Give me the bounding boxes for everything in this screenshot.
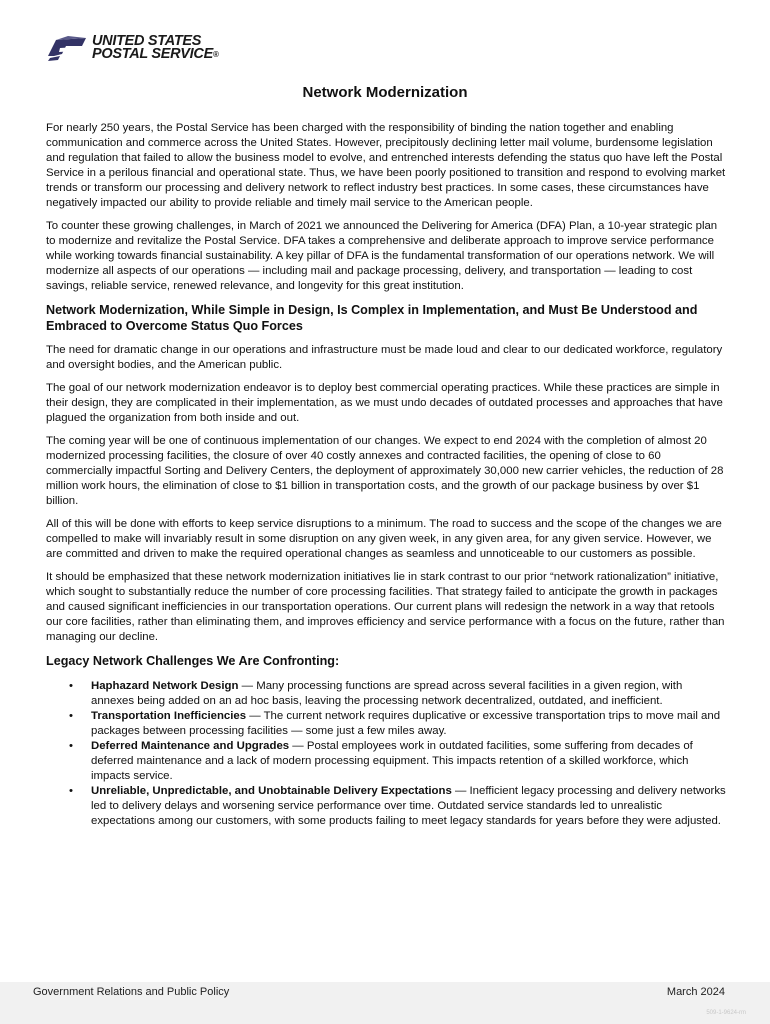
section-paragraph: The coming year will be one of continuous implementation of our changes. We expect to end 2024 with the completion of almost 20 modernized processing facilities, the closure of over 40 costly annexes and contracted facilities, the opening of close to 60 commercially impactful Sorting and Delivery Centers, the deployment of approximately 30,000 new carrier vehicles, the reduction of 28 million work hours, the elimination of close to $1 billion in transportation costs, and the growth of our package business by over $1 billion. [46, 435, 724, 507]
list-item-term: Unreliable, Unpredictable, and Unobtainable Delivery Expectations [91, 785, 452, 797]
bullet-icon: • [69, 710, 73, 722]
list-item-text: — Inefficient legacy processing and delivery networks led to delivery delays and worsening service performance over time. Outdated service standards led to unrealistic expectations among our customers, with some products failing to meet legacy standards for years before they were adjusted. [91, 785, 726, 827]
bullet-icon: • [69, 680, 73, 692]
logo-line2: POSTAL SERVICE [92, 46, 213, 62]
list-item-text: — The current network requires duplicative or excessive transportation trips to move mail and packages between processing facilities — some just a few miles away. [91, 710, 721, 737]
section-heading: Network Modernization, While Simple in Design, Is Complex in Implementation, and Must Be Understood and Embraced to Overcome Status Quo Forces [46, 303, 698, 333]
list-item [69, 784, 726, 829]
footer-date: March 2024 [666, 986, 725, 998]
intro-paragraph: To counter these growing challenges, in March of 2021 we announced the Delivering for America (DFA) Plan, a 10-year strategic plan to modernize and revitalize the Postal Service. DFA takes a comprehensive and deliberate approach to improve service performance while working towards financial sustainability. A key pillar of DFA is the fundamental transformation of our operations network. We will modernize all aspects of our operations — including mail and package processing, delivery, and transportation — leading to cost savings, reliable service, renewed relevance, and longevity for this great institution. [46, 220, 718, 292]
logo-line1: UNITED STATES [92, 33, 202, 49]
list-item-term: Deferred Maintenance and Upgrades [91, 740, 290, 752]
list-item [69, 709, 726, 739]
section-paragraph: It should be emphasized that these network modernization initiatives lie in stark contrast to our prior “network rationalization” initiative, which sought to substantially reduce the number of core processing facilities. That strategy failed to anticipate the growth in packages and caused significant inefficiencies in our transportation operations. Our current plans will redesign the network in a way that retools our core facilities, rather than eliminating them, and improves efficiency and service performance with a focus on the future, rather than managing our decline. [46, 571, 725, 643]
list-item-text: — Many processing functions are spread across several facilities in a given region, with annexes being added on an ad hoc basis, leaving the processing network decentralized, outdated, and inefficient. [91, 680, 683, 707]
list-item-term: Transportation Inefficiencies [91, 710, 247, 722]
page-footer [0, 982, 770, 1024]
document-body [46, 121, 726, 829]
section-paragraph: The goal of our network modernization endeavor is to deploy best commercial operating practices. While these practices are simple in their design, they are complicated in their implementation, as we must undo decades of outdated processes and approaches that have plagued the organization from both inside and out. [46, 382, 723, 424]
logo-wordmark [92, 35, 219, 61]
footer-department: Government Relations and Public Policy [33, 986, 230, 998]
section-paragraph: The need for dramatic change in our operations and infrastructure must be made loud and clear to our dedicated workforce, regulatory and oversight bodies, and the American public. [46, 344, 723, 371]
eagle-logo-icon [46, 34, 88, 62]
section-heading: Legacy Network Challenges We Are Confronting: [46, 654, 340, 668]
bullet-icon: • [69, 785, 73, 797]
usps-logo [46, 34, 219, 62]
bullet-icon: • [69, 740, 73, 752]
list-item-text: — Postal employees work in outdated facilities, some suffering from decades of deferred maintenance and a lack of modern processing equipment. This impacts retention of a skilled workforce, which impacts service. [91, 740, 693, 782]
list-item [69, 739, 726, 784]
intro-paragraph: For nearly 250 years, the Postal Service has been charged with the responsibility of binding the nation together and enabling communication and commerce across the United States. However, precipitously declining letter mail volume, burdensome legislation and regulation that failed to allow the business model to evolve, and entrenched interests defending the status quo have left the Postal Service in a perilous financial and operational state. Thus, we have been poorly positioned to transition and respond to evolving market trends or transform our processing and delivery network to reflect industry best practices. In some cases, these circumstances have negatively impacted our ability to provide reliable and timely mail service to the American people. [46, 122, 726, 209]
list-item [69, 679, 726, 709]
challenges-list [46, 679, 726, 829]
footer-watermark: 509-1-9624-rm [706, 1010, 746, 1016]
page-title: Network Modernization [302, 84, 468, 101]
list-item-term: Haphazard Network Design [91, 680, 239, 692]
registered-mark: ® [212, 50, 219, 59]
section-paragraph: All of this will be done with efforts to keep service disruptions to a minimum. The road to success and the scope of the changes we are compelled to make will invariably result in some disruption on any given week, in any given area, for any given service. However, we are committed and driven to make the required operational changes as seamless and unnoticeable to our customers as possible. [46, 518, 722, 560]
